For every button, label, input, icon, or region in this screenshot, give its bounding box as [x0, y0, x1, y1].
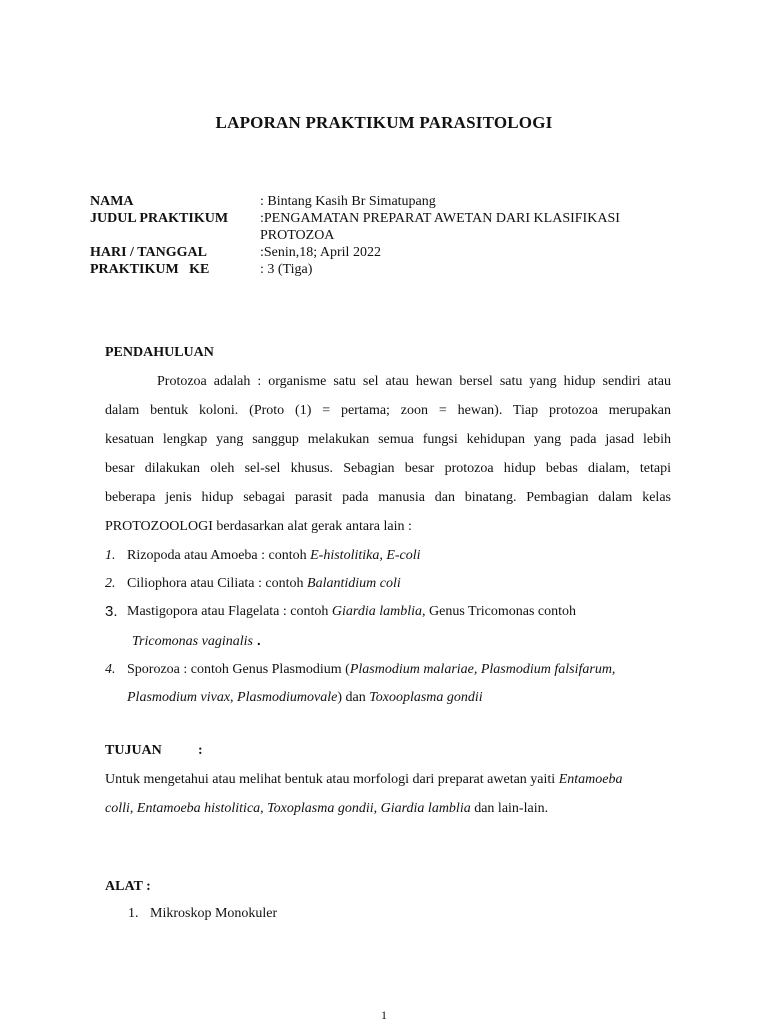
list-text: Ciliophora atau Ciliata : contoh [127, 576, 308, 591]
info-row-ke [90, 261, 660, 278]
list-text-tail: . [252, 632, 261, 648]
nama-label: NAMA [90, 194, 134, 209]
judul-value-line1: :PENGAMATAN PREPARAT AWETAN DARI KLASIFIKASI [260, 211, 620, 226]
list-species: Plasmodiumovale [237, 690, 338, 705]
list-text-tail: , Genus Tricomonas contoh [422, 604, 576, 619]
list-item-continuation [105, 684, 685, 712]
list-species: Plasmodium vivax [127, 690, 231, 705]
list-species: E-histolitika, E-coli [310, 548, 421, 563]
paragraph-line: beberapa jenis hidup sebagai parasit pada manusia dan binatang. Pembagian dalam kelas [105, 490, 671, 505]
list-text: Mastigopora atau Flagelata : contoh [127, 604, 332, 619]
info-row-nama [90, 193, 660, 210]
tujuan-separator: , [373, 801, 381, 816]
list-number: 2. [105, 576, 116, 591]
info-row-hari [90, 244, 660, 261]
paragraph-line: dalam bentuk koloni. (Proto (1) = pertama; zoon = hewan). Tiap protozoa merupakan [105, 403, 671, 418]
info-row-judul [90, 210, 660, 244]
tujuan-line [105, 765, 685, 794]
list-species: Balantidium coli [307, 576, 401, 591]
alat-number: 1. [128, 906, 139, 921]
list-number: 4. [105, 662, 116, 677]
list-text: Sporozoa : contoh Genus Plasmodium ( [127, 662, 350, 677]
nama-value: : Bintang Kasih Br Simatupang [260, 194, 436, 209]
list-species: Giardia lamblia [331, 604, 422, 619]
judul-value [260, 210, 660, 244]
list-item [105, 598, 685, 626]
tujuan-separator: , [260, 801, 268, 816]
list-separator: ) dan [337, 690, 370, 705]
tujuan-line [105, 794, 685, 823]
alat-heading: ALAT : [105, 879, 151, 894]
tujuan-text: dan lain-lain. [470, 801, 549, 816]
info-block [90, 193, 660, 278]
list-item [105, 656, 685, 684]
ke-value: : 3 (Tiga) [260, 262, 313, 277]
tujuan-separator: , [129, 801, 137, 816]
list-separator: , [230, 690, 238, 705]
paragraph-line: Protozoa adalah : organisme satu sel atau hewan bersel satu yang hidup sendiri atau [157, 374, 671, 389]
tujuan-heading: TUJUAN [105, 743, 162, 758]
list-item [105, 570, 685, 598]
list-species: Plasmodium malariae, Plasmodium falsifarum, [349, 662, 616, 677]
list-item-continuation [105, 626, 685, 656]
protozoa-list [105, 542, 685, 712]
list-text: Rizopoda atau Amoeba : contoh [127, 548, 311, 563]
page-title: LAPORAN PRAKTIKUM PARASITOLOGI [215, 113, 553, 132]
page-number: 1 [381, 1008, 387, 1022]
alat-list-item [128, 906, 277, 922]
list-number: 3. [105, 603, 118, 620]
alat-text: Mikroskop Monokuler [150, 906, 278, 921]
paragraph-line: kesatuan lengkap yang sanggup melakukan semua fungsi kehidupan yang pada jasad lebih [105, 432, 671, 447]
list-item [105, 542, 685, 570]
tujuan-species: Entamoeba histolitica [136, 801, 261, 816]
tujuan-species: Giardia lamblia [380, 801, 471, 816]
tujuan-text: Untuk mengetahui atau melihat bentuk atau morfologi dari preparat awetan yaiti [105, 772, 559, 787]
hari-label: HARI / TANGGAL [90, 245, 207, 260]
tujuan-paragraph [105, 765, 685, 823]
list-species: Toxooplasma gondii [369, 690, 483, 705]
tujuan-species: colli [105, 801, 130, 816]
judul-label: JUDUL PRAKTIKUM [90, 211, 229, 226]
tujuan-colon: : [198, 743, 203, 758]
pendahuluan-paragraph [105, 367, 671, 541]
paragraph-line: besar dilakukan oleh sel-sel khusus. Sebagian besar protozoa hidup bebas dialam, tetapi [105, 461, 671, 476]
tujuan-heading-row [105, 743, 203, 759]
pendahuluan-heading: PENDAHULUAN [105, 345, 214, 360]
list-species: Tricomonas vaginalis [132, 634, 253, 649]
judul-value-line2: PROTOZOA [260, 228, 335, 243]
tujuan-species: Toxoplasma gondii [267, 801, 374, 816]
paragraph-line: PROTOZOOLOGI berdasarkan alat gerak antara lain : [105, 519, 412, 534]
ke-label: PRAKTIKUM KE [90, 262, 210, 277]
tujuan-species: Entamoeba [558, 772, 623, 787]
hari-value: :Senin,18; April 2022 [260, 245, 381, 260]
list-number: 1. [105, 548, 116, 563]
